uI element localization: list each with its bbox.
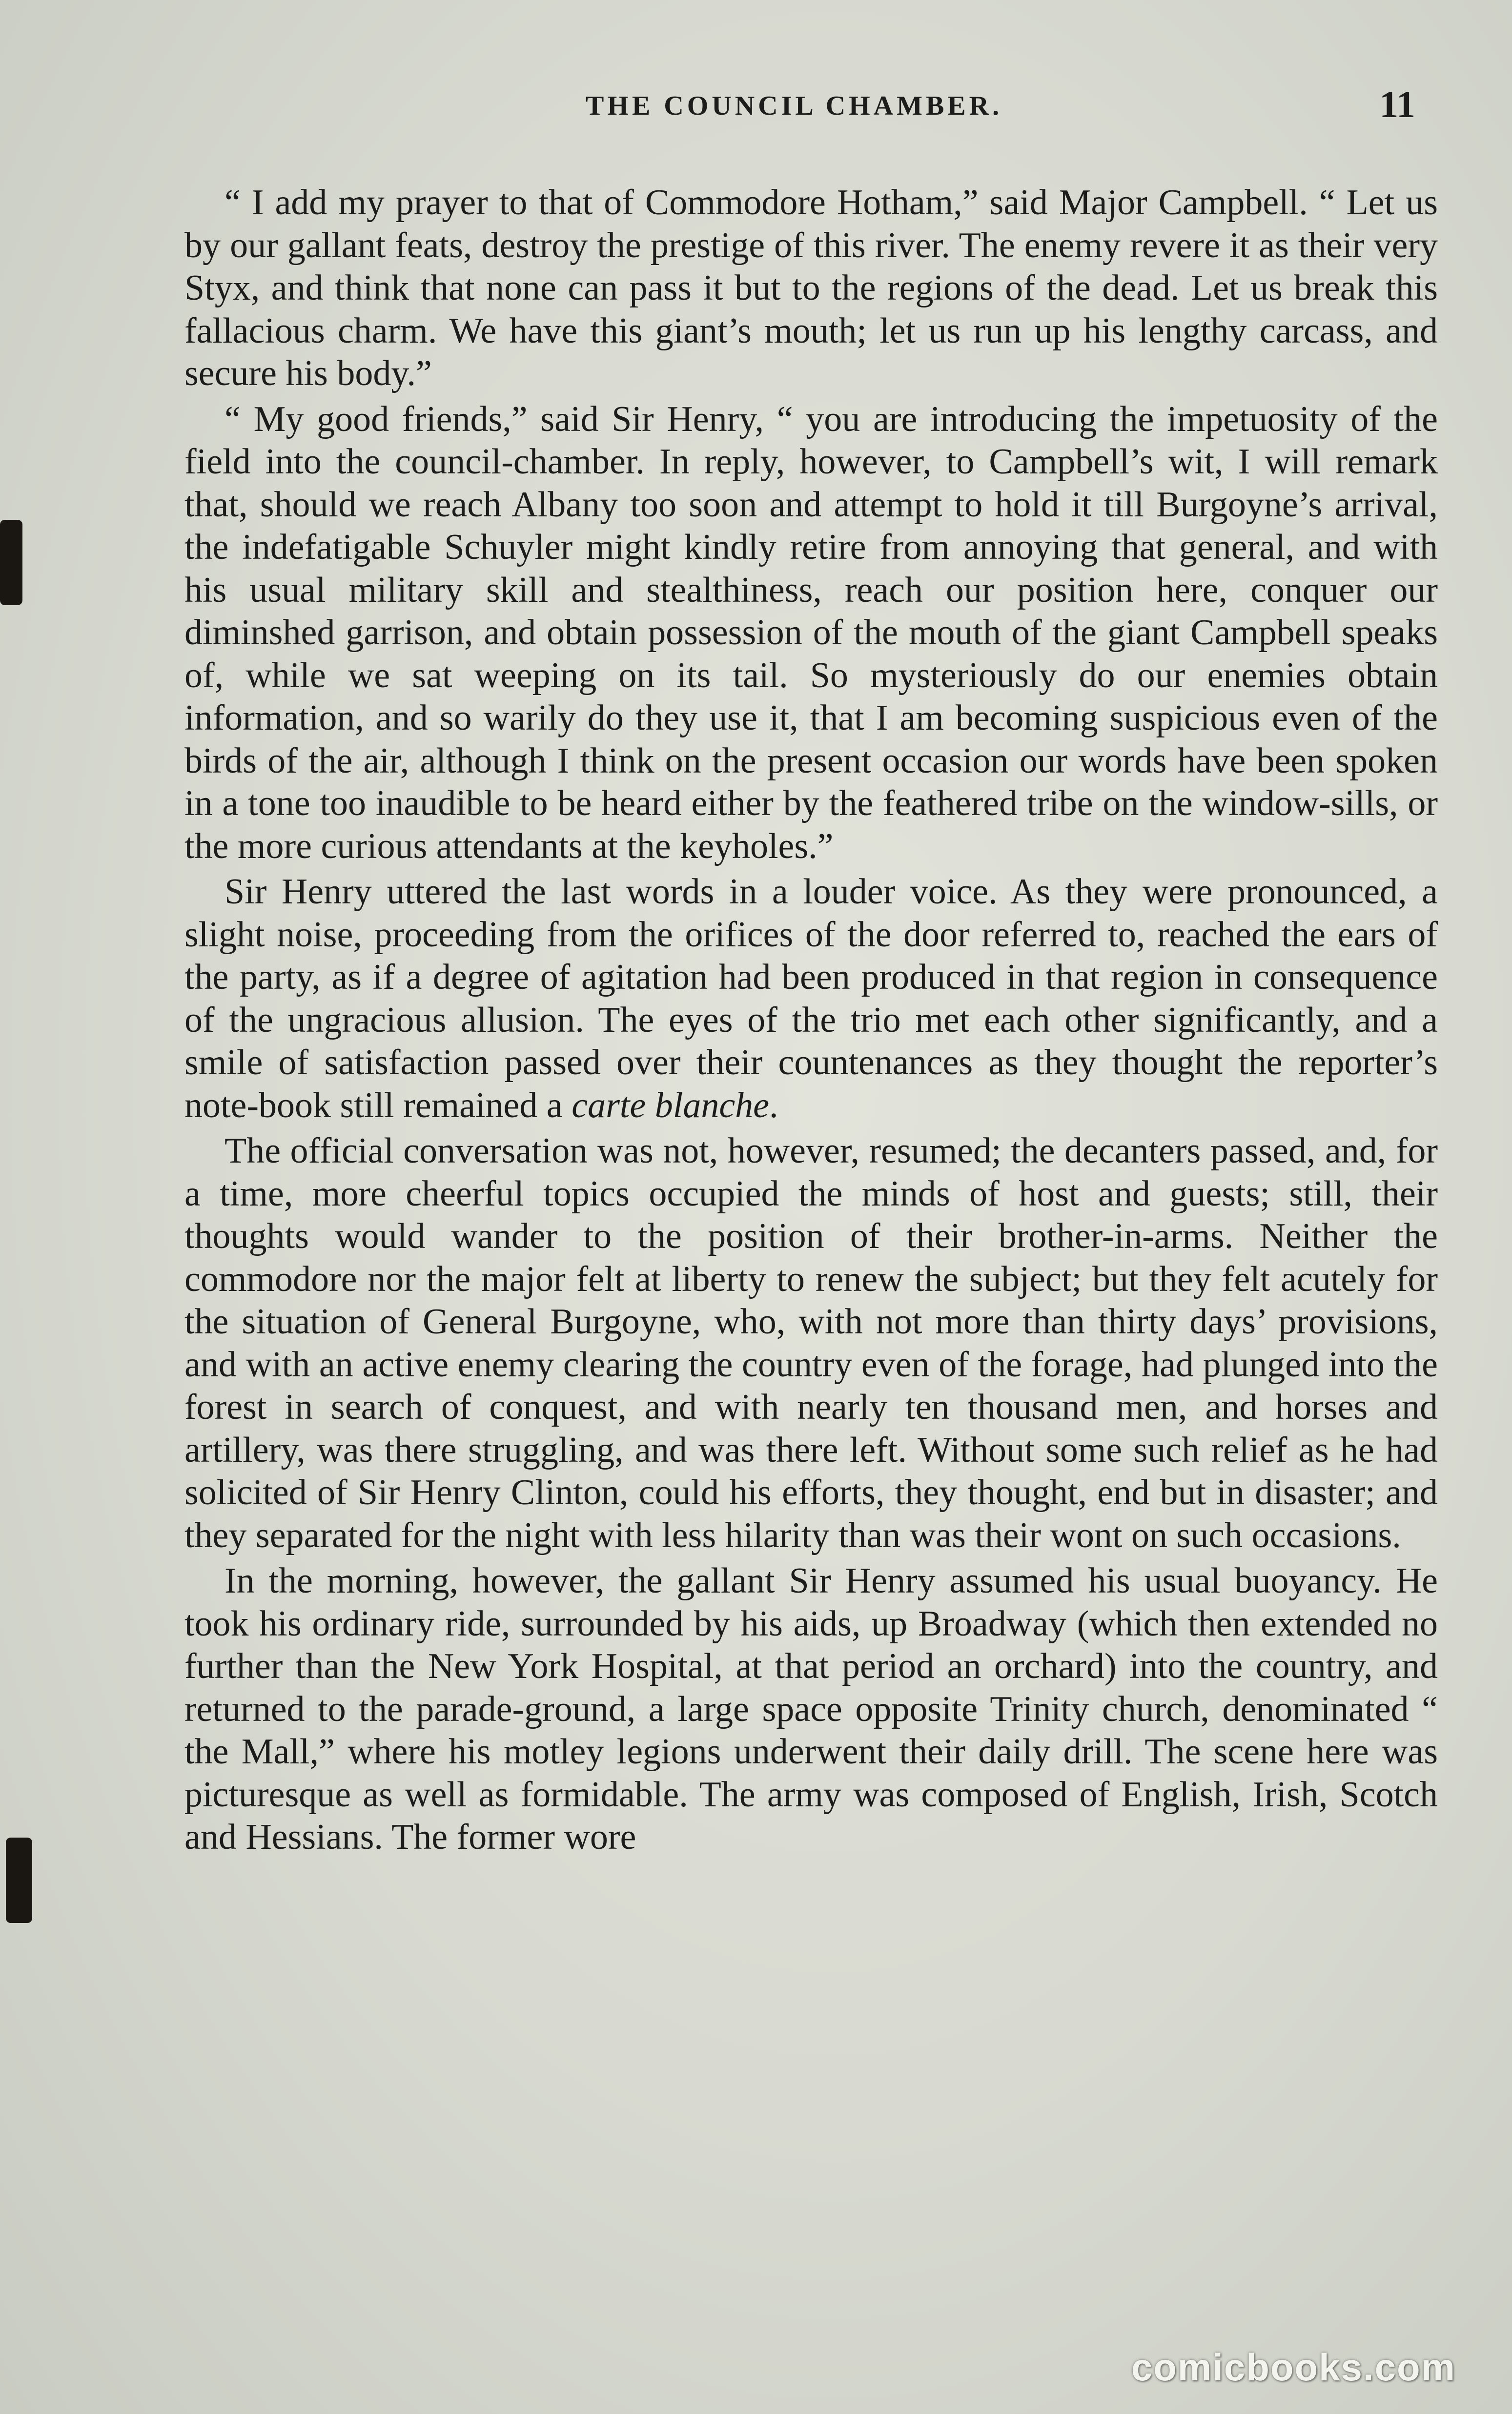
paragraph-2: “ My good friends,” said Sir Henry, “ you are introducing the impetuosity of the field into the council-chamber. In reply, however, to Campbell’s wit, I will remark that, should we reach Albany too soon and attempt to hold it till Burgoyne’s arrival, the indefatigable Schuyler might kindly retire from annoying that general, and with his usual military skill and stealthiness, reach our position here, conquer our diminshed garrison, and obtain possession of the mouth of the giant Campbell speaks of, while we sat weeping on its tail. So mysteriously do our enemies obtain information, and so warily do they use it, that I am becoming suspicious even of the birds of the air, although I think on the present occasion our words have been spoken in a tone too inaudible to be heard either by the feathered tribe on the window-sills, or the more curious attendants at the keyholes.”: [184, 399, 1438, 866]
paragraph-4: The official conversation was not, however, resumed; the decanters passed, and, for a time, more cheerful topics occupied the minds of host and guests; still, their thoughts would wander to the position of their brother-in-arms. Neither the commodore nor the major felt at liberty to renew the subject; but they felt acutely for the situation of General Burgoyne, who, with not more than thirty days’ provisions, and with an active enemy clearing the country even of the forage, had plunged into the forest in search of conquest, and with nearly ten thousand men, and horses and artillery, was there struggling, and was there left. Without some such relief as he had solicited of Sir Henry Clinton, could his efforts, they thought, end but in disaster; and they separated for the night with less hilarity than was their wont on such occasions.: [184, 1131, 1438, 1555]
paragraph-3-italic: carte blanche: [572, 1085, 770, 1125]
page-number: 11: [1379, 83, 1415, 125]
running-head: THE COUNCIL CHAMBER.: [586, 91, 1003, 121]
body-text: [184, 182, 1438, 1859]
binding-mark-lower: [6, 1838, 32, 1923]
watermark: comicbooks.com: [1131, 2346, 1456, 2389]
paragraph-5: In the morning, however, the gallant Sir Henry assumed his usual buoyancy. He took his ordinary ride, surrounded by his aids, up Broadway (which then extended no further than the New York Hospital, at that period an orchard) into the country, and returned to the parade-ground, a large space opposite Trinity church, denominated “ the Mall,” where his motley legions underwent their daily drill. The scene here was picturesque as well as formidable. The army was composed of English, Irish, Scotch and Hessians. The former wore: [184, 1561, 1438, 1857]
binding-mark-upper: [0, 520, 22, 605]
paragraph-3: [184, 871, 1438, 1127]
paragraph-3-end: .: [769, 1085, 778, 1125]
paragraph-1: “ I add my prayer to that of Commodore Hotham,” said Major Campbell. “ Let us by our gallant feats, destroy the prestige of this river. The enemy revere it as their very Styx, and think that none can pass it but to the regions of the dead. Let us break this fallacious charm. We have this giant’s mouth; let us run up his lengthy carcass, and secure his body.”: [184, 183, 1438, 393]
paragraph-3-text: Sir Henry uttered the last words in a louder voice. As they were pronounced, a slight noise, proceeding from the orifices of the door referred to, reached the ears of the party, as if a degree of agitation had been produced in that region in consequence of the ungracious allusion. The eyes of the trio met each other significantly, and a smile of satisfaction passed over their countenances as they thought the reporter’s note-book still remained a: [184, 872, 1438, 1125]
page-header: [185, 85, 1435, 129]
